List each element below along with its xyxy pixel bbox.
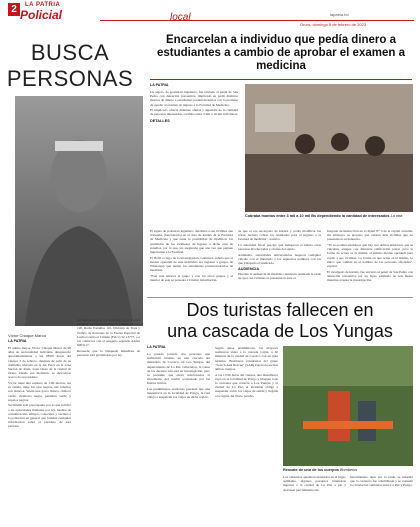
article1-kicker: LA PATRIA	[150, 83, 169, 87]
article2-col1	[147, 352, 210, 401]
left-col1	[8, 346, 71, 430]
article2-photo-caption	[283, 468, 413, 472]
article1-col3	[327, 229, 413, 284]
dateline: Oruro, domingo 5 de febrero de 2023	[300, 22, 367, 27]
article1-photo	[245, 84, 413, 212]
article2-photo	[283, 346, 413, 466]
brand-section-label: Policial	[20, 8, 63, 22]
article2-headline-line2: una cascada de Los Yungas	[167, 321, 393, 341]
header-rule	[100, 20, 414, 21]
paragraph: Los vehículos quedaron detenidos en el lugar, asimismo, algunos pasajeros intentaron ingresar a la ciudad de La Paz a pie y atravesar parcialmente sin	[283, 475, 346, 492]
article2-col4	[350, 475, 413, 489]
missing-heading-line2: PERSONAS	[6, 66, 134, 91]
website: lapatria.bo	[330, 12, 349, 17]
article2-headline-line1: Dos turistas fallecen en	[186, 300, 374, 320]
paragraph: Las preliminares versiones precisan que una mazamorra en la localidad de Pongo, la cual obligó a suspender los viajes en dicha región.	[147, 387, 210, 400]
paragraph: herramientas. Ayer por la tarde, se informó que la carretera fue rehabilitada y se reanudó la circulación vehicular entre La Paz y Pongo.	[350, 475, 413, 488]
photo-caption-left: Víctor Choque Marca	[8, 333, 46, 338]
article2-col2	[215, 346, 278, 399]
paragraph: de que el era encargado de kárdex y podía modificar las notas, incluso cobrar los resultados para el ingreso a la facultad de medicina", sostuvo.	[238, 229, 321, 242]
paragraph: Víctor tiene una estatura de 1,60 metros, tez es canela, tiene los ojos negros, sus cabellos son blancos. Vestía una gorra blanca, chaleco verde, chamarra negra, pantalón verde y zapatos negros.	[8, 381, 71, 402]
paragraph: "Ya no podían establecer que hay tres delitos anteriores que se vinculan, aunque con diferente calificación penal, pero la forma de actuar es la misma, el mismo modus operandi para captar a sus víctimas. La forma en que actúa es el mismo, lo único que cambia es el nombre de las personas afectadas", explicó.	[327, 243, 413, 269]
brand-top: LA PATRIA	[25, 2, 61, 8]
left-col2	[77, 318, 140, 359]
classroom-image	[245, 84, 413, 212]
kicker-left: LA PATRIA	[8, 339, 27, 343]
paragraph: Un sujeto, de profesión ingeniero, fue enviado al penal de San Pedro con detención preventiva, implicado en pedir distintos montos de dinero a estudiantes preuniversitarios con la promesa de ayudar al examen de ingreso a la Facultad de Medicina.	[150, 90, 238, 107]
missing-person-box	[5, 34, 140, 304]
article2-kicker: LA PATRIA	[147, 345, 166, 349]
paragraph: El adulto mayor Víctor Choque Marca de 90 años de nacionalidad boliviana, desapareció aproximadamente a las 08:00 horas del viernes 3 de febrero, después de salir de su domicilio ubicado en la Av. Petot en la zona Sarzón de Jesús, zona Oeste de la ciudad de Oruro. Desde ese momento se desconoce acerca de su paradero.	[8, 346, 71, 380]
article1-photo-caption	[245, 214, 413, 219]
subhead-detalles: DETALLES	[150, 118, 170, 123]
paragraph: Recuerde que la búsqueda inmediata de personas está garantizada por ley.	[77, 348, 140, 358]
paragraph: El Bofil a cargo de la investigación, Gutiérrez, señaló que el modus operandi de este individuo era ingresar a grupos de WhatsApp que tenían los estudiantes preuniversitarios de medicina.	[150, 255, 233, 273]
caption-text: Cobraba montos entre 3 mil a 10 mil Bs dependiendo la cantidad de interesados	[245, 214, 390, 218]
paragraph: Durante la audiencia de medidas cautelares realizada la tarde de ayer, las víctimas se presentaron ante el	[238, 271, 321, 280]
article2-rule	[147, 297, 413, 298]
paragraph: Juzgado de Instrucción en lo Penal N° 3 de la capital oruveña, sin embargo, se propuso que existen más víctimas que no presentaron su denuncia.	[327, 229, 413, 242]
subhead-audiencia: AUDIENCIA	[238, 266, 260, 271]
rescue-image	[283, 346, 413, 466]
caption-text: Rescate de uno de los cuerpos	[283, 468, 339, 472]
paragraph: La pasada jornada dos personas que realizaban turismo en una cascada del municipio de Coroico, en Los Yungas, del departamento de La Paz, fallecieron, la causa de los decesos aún está en investigación, pero se presume que están relacionados al incremento del caudal ocasionado por las fuertes lluvias.	[147, 352, 210, 386]
article1-col1	[150, 229, 233, 284]
paragraph: Su familia está preocupada, por lo que solicitó a las autoridades llamadas por ley, medios de comunicación, amigos, conocidos y vecinos a la población en general que brinden cualquier información sobre el paradero de esta persona.	[8, 403, 71, 429]
paragraph: Comuníquese con los teléfonos de la Fuerza Especial de Lucha Contra el Crimen (Felcc) 120, Radio Patrullas 110, División de Trata y Tráfico de Personas de la Fuerza Especial de Lucha Contra el Crimen (Felcc) 52-13777, o a los contactos con el sargento segundo Aleiza 6003117.	[77, 318, 140, 348]
article1-col2	[238, 229, 321, 282]
missing-heading-line1: BUSCA	[30, 40, 110, 65]
article1-intro	[150, 90, 238, 123]
article1-rule	[150, 79, 412, 80]
caption-credit: La otra	[390, 214, 403, 218]
paragraph: Según datos preliminares, los mayores realizaron visita a la cascada Cajón, a 40 minutos de la ciudad de Coroico con un guía turístico. Bomberos voluntarios del grupo "Search And Rescue" (SAR) lograron rescatar ambos cuerpos.	[215, 346, 278, 372]
caption-credit: Bomberos	[339, 468, 358, 472]
paragraph: El inculpado de kárdex, fue enviado al penal de San Pedro con detención preventiva por un lapso estimado de seis meses mientras avanza la investigación.	[327, 269, 413, 283]
page-header	[0, 0, 420, 30]
article1-headline: Encarcelan a individuo que pedía dinero a estudiantes a cambio de aprobar el examen a medicina	[157, 34, 405, 72]
section-tab: local	[170, 12, 191, 23]
missing-person-photo	[15, 96, 143, 326]
paragraph: Asimismo, autoridades universitarias negaron cualquier vínculo con el imputado y los supuestos nombres con los que trabajaría el sindicado.	[238, 252, 321, 266]
page-number: 2	[8, 3, 20, 16]
paragraph: "Este sale enlaces al grupo y con los otros grupos y al interior de este se presenta a brindar información.	[150, 273, 233, 283]
portrait-image	[15, 96, 143, 326]
paragraph: El implicado ofrecía distintas ofertas y dependía de la cantidad de personas interesadas, oscilaba entre 3 mil a 10 mil bolivianos.	[150, 108, 238, 117]
paragraph: A las 17:00 horas del viernes, una mazamorra cayó en la localidad de Pongo y bloqueó toda la carretera que conecta a Los Yungas y la ciudad de La Paz, el incidente obligó a suspender todos los viajes de salida y llegada a la región del Norte paceño.	[215, 372, 278, 398]
paragraph: La autoridad fiscal precisó que indagaron si habría otras personas involucradas y ofertas del sujeto.	[238, 243, 321, 252]
article2-col3	[283, 475, 346, 493]
paragraph: El sujeto de profesión ingeniero, detallaba a sus víctimas que trabajaba (funcionario) en el área de kárdex de la Facultad de Medicina y que tenía la posibilidad de modificar los resultados de los exámenes de ingreso a dicha casa de estudios, por lo que, les aseguraba que una vez que paguen ingresarían a la Facultad.	[150, 229, 233, 255]
